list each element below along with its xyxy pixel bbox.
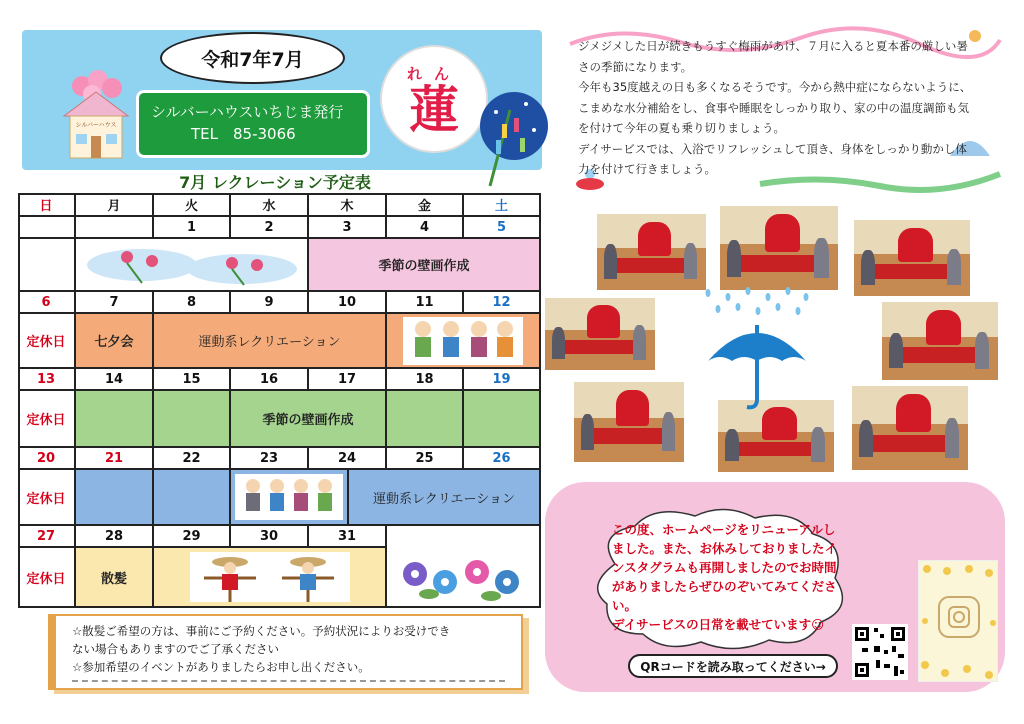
morning-glory-icon: [393, 552, 533, 602]
weekday-thu: 木: [309, 193, 387, 217]
announcement-paragraph: この度、ホームページをリニューアルしました。また、お休みしておりましたインスタグラムも再開しましたのでお時間がありましたらぜひのぞいてみてください。: [612, 522, 838, 613]
date-cell: 7: [76, 292, 154, 314]
date-cell: 30: [231, 526, 309, 548]
date-cell: 15: [154, 369, 231, 391]
closed-day-label: 定休日: [18, 314, 76, 369]
weekday-sun: 日: [18, 193, 76, 217]
activity-photo: [595, 212, 708, 292]
date-cell: 22: [154, 448, 231, 470]
date-cell: 24: [309, 448, 387, 470]
date-cell: 11: [387, 292, 464, 314]
activity-photo: [543, 296, 657, 372]
event-haircut: 散髪: [76, 548, 154, 608]
date-cell: 10: [309, 292, 387, 314]
date-cell-empty: [387, 526, 541, 548]
date-cell: 5: [464, 217, 541, 239]
date-cell: 19: [464, 369, 541, 391]
closed-day-label: 定休日: [18, 470, 76, 526]
flower-illustration: [76, 239, 309, 292]
event-wall-art: 季節の壁画作成: [231, 391, 387, 448]
weekday-wed: 水: [231, 193, 309, 217]
date-cell: 13: [18, 369, 76, 391]
note-line: ☆散髪ご希望の方は、事前にご予約ください。予約状況によりお受けでき: [72, 624, 451, 638]
instagram-card[interactable]: [918, 560, 998, 682]
date-cell: 26: [464, 448, 541, 470]
date-cell: 6: [18, 292, 76, 314]
theme-kanji: 蓮: [409, 80, 459, 139]
activity-photo: [880, 300, 1000, 382]
date-cell: 28: [76, 526, 154, 548]
house-sign: シルバーハウス: [75, 122, 117, 129]
event-wall-art: 季節の壁画作成: [309, 239, 541, 292]
date-cell: 16: [231, 369, 309, 391]
monthly-theme-badge: [380, 45, 488, 153]
intro-text: [578, 36, 978, 178]
exercise-group-icon: [235, 474, 343, 520]
event-tanabata: 七夕会: [76, 314, 154, 369]
calendar-subtitle: 7月 レクレーション予定表: [179, 173, 371, 192]
qr-code-icon[interactable]: [852, 624, 908, 680]
activity-photo: [572, 380, 686, 464]
weekday-tue: 火: [154, 193, 231, 217]
page-title: 令和7年7月: [160, 32, 345, 84]
activity-photo: [852, 218, 972, 298]
event-fill: [387, 391, 464, 448]
publisher-name: シルバーハウスいちじま発行: [151, 103, 344, 121]
publisher-tel: TEL 85-3066: [191, 125, 296, 143]
date-cell: 31: [309, 526, 387, 548]
date-cell: 17: [309, 369, 387, 391]
elderly-people-icon: [403, 317, 523, 365]
date-cell: 23: [231, 448, 309, 470]
intro-paragraph: デイサービスでは、入浴でリフレッシュして頂き、身体をしっかり動かし体力を付けて行きましょう。: [578, 141, 967, 176]
date-cell: [76, 217, 154, 239]
theme-ruby: れん: [406, 64, 461, 83]
scarecrow-illustration: [154, 548, 387, 608]
note-line: ☆参加希望のイベントがありましたらお申し出ください。: [72, 660, 370, 674]
event-exercise: 運動系レクリエーション: [349, 470, 541, 526]
activity-photo: [718, 204, 840, 292]
scarecrow-icon: [190, 552, 350, 602]
dashed-divider: [72, 680, 505, 682]
date-cell: 12: [464, 292, 541, 314]
activity-photo: [850, 384, 970, 472]
closed-day-label: 定休日: [18, 548, 76, 608]
intro-paragraph: ジメジメした日が続きもうすぐ梅雨があけ、７月に入ると夏本番の厳しい暑さの季節になります。: [578, 39, 968, 74]
date-cell: 18: [387, 369, 464, 391]
date-cell: 20: [18, 448, 76, 470]
event-fill: [76, 391, 154, 448]
instagram-icon: [919, 561, 999, 683]
date-cell: 27: [18, 526, 76, 548]
weekday-fri: 金: [387, 193, 464, 217]
closed-day-label: 定休日: [18, 391, 76, 448]
flower-fan-icon: [82, 243, 302, 287]
event-cell-empty: [18, 239, 76, 292]
date-cell: [18, 217, 76, 239]
date-cell: 4: [387, 217, 464, 239]
exercise-illustration: [231, 470, 349, 526]
umbrella-rain-icon: [698, 285, 816, 415]
qr-instruction: QRコードを読み取ってください→: [628, 654, 838, 678]
announcement-text: [612, 520, 842, 640]
publisher-box: [136, 90, 370, 158]
elderly-group-illustration: [387, 314, 541, 369]
intro-paragraph: 今年も35度越えの日も多くなるそうです。今から熱中症にならないように、こまめな水分補給をし、食事や睡眠をしっかり取り、家の中の温度調節も気を付けて今年の夏も乗り切りましょう。: [578, 80, 972, 135]
date-cell: 25: [387, 448, 464, 470]
event-fill: [154, 391, 231, 448]
date-cell: 3: [309, 217, 387, 239]
date-cell: 29: [154, 526, 231, 548]
weekday-mon: 月: [76, 193, 154, 217]
notes-box: [48, 614, 523, 690]
date-cell: 2: [231, 217, 309, 239]
note-line: ない場合もありますのでご了承ください: [72, 642, 279, 656]
date-cell: 9: [231, 292, 309, 314]
event-fill: [464, 391, 541, 448]
tanabata-illustration-icon: [476, 90, 548, 188]
date-cell: 1: [154, 217, 231, 239]
recreation-calendar: [18, 193, 541, 608]
weekday-sat: 土: [464, 193, 541, 217]
event-fill: [76, 470, 154, 526]
event-exercise: 運動系レクリエーション: [154, 314, 387, 369]
event-fill: [154, 470, 231, 526]
date-cell: 14: [76, 369, 154, 391]
morning-glory-illustration: [387, 548, 541, 608]
house-illustration-icon: [60, 70, 132, 162]
announcement-paragraph: デイサービスの日常を載せています☺: [612, 617, 825, 632]
date-cell: 8: [154, 292, 231, 314]
date-cell: 21: [76, 448, 154, 470]
